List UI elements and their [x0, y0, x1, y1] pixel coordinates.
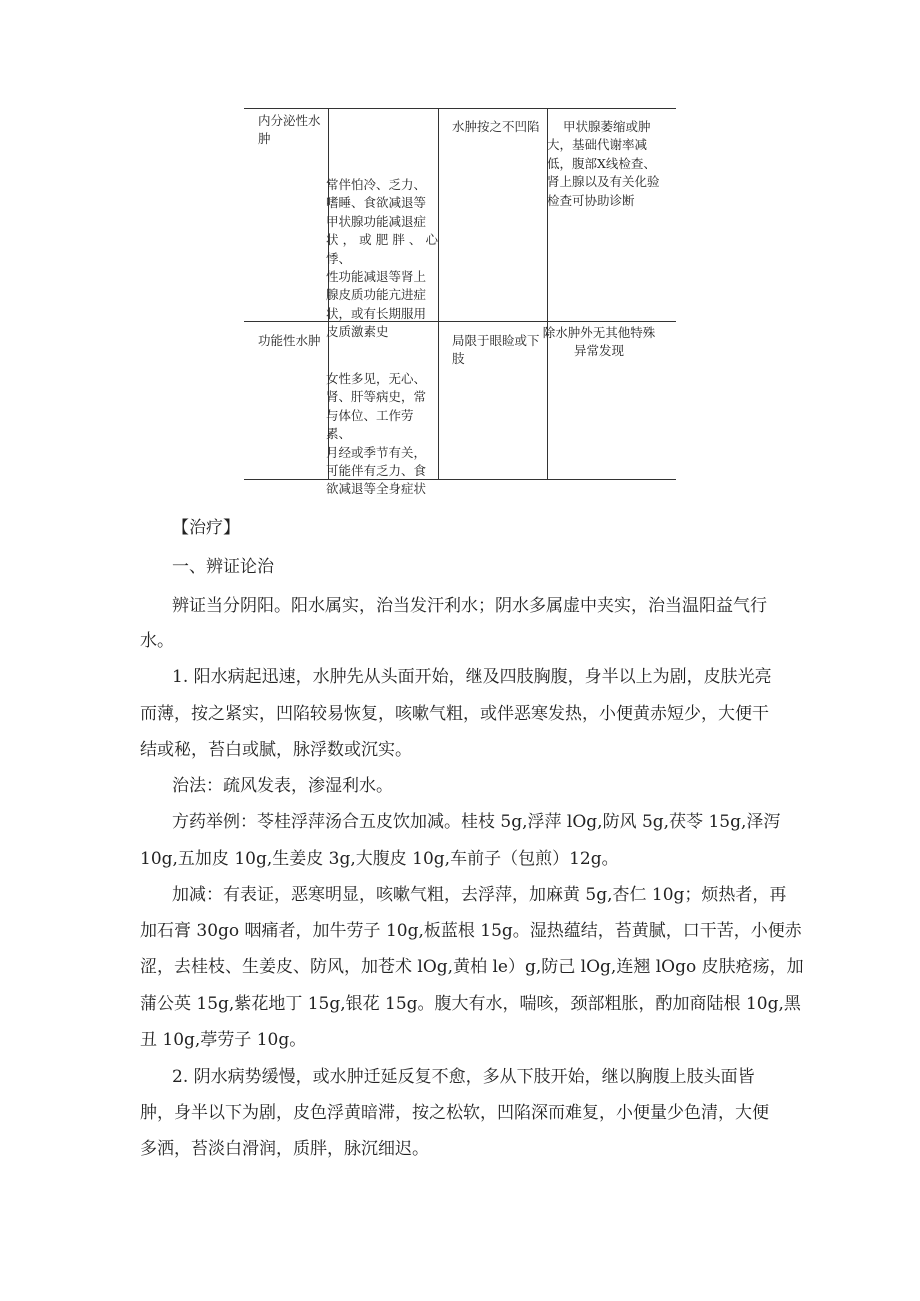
table-cell-findings: 除水肿外无其他特殊 异常发现 — [542, 325, 656, 359]
diagnosis-table — [244, 108, 676, 497]
paragraph-line: 方药举例：苓桂浮萍汤合五皮饮加减。桂枝 5g,浮萍 lOg,防风 5g,茯苓 15g,泽泻 — [172, 812, 781, 832]
paragraph-line: 10g,五加皮 10g,生姜皮 3g,大腹皮 10g,车前子（包煎）12g。 — [140, 849, 619, 869]
table-cell-name: 内分泌性水 肿 — [258, 113, 321, 147]
paragraph-line: 水。 — [140, 631, 174, 651]
table-bottom-border — [244, 479, 676, 480]
table-top-border — [244, 108, 676, 109]
paragraph-line: 肿，身半以下为剧，皮色浮黄暗滞，按之松软，凹陷深而难复，小便量少色清，大便 — [140, 1103, 769, 1123]
paragraph-line: 加石膏 30go 咽痛者，加牛劳子 10g,板蓝根 15g。湿热蕴结，苔黄腻，口干苦，小便赤 — [140, 921, 802, 941]
table-cell-edema: 局限于眼睑或下 肢 — [452, 333, 540, 367]
paragraph-line: 而薄，按之紧实，凹陷较易恢复，咳嗽气粗，或伴恶寒发热，小便黄赤短少，大便干 — [140, 704, 769, 724]
paragraph-line: 蒲公英 15g,紫花地丁 15g,银花 15g。腹大有水，喘咳，颈部粗胀，酌加商陆根 10g,黑 — [140, 994, 801, 1014]
table-cell-history: 女性多见，无心、 肾、肝等病史，常 与体位、工作劳累、 月经或季节有关， 可能伴有乏力、食 欲减退等全身症状 — [326, 371, 427, 497]
table-cell-edema: 水肿按之不凹陷 — [452, 119, 540, 134]
paragraph-line: 多洒，苔淡白滑润，质胖，脉沉细迟。 — [140, 1139, 429, 1159]
table-cell-history: 常伴怕冷、乏力、 嗜睡、食欲减退等 甲状腺功能减退症 状，或肥胖、心悸、 性功能减退等肾上 腺皮质功能亢进症 状，或有长期服用 皮质激素史 — [326, 177, 438, 340]
paragraph-line: 1. 阳水病起迅速，水肿先从头面开始，继及四肢胸腹，身半以上为剧，皮肤光亮 — [172, 667, 772, 687]
subsection-title: 一、辨证论治 — [172, 557, 274, 577]
table-row-divider — [244, 321, 676, 322]
section-title: 【治疗】 — [172, 518, 240, 538]
paragraph-line: 丑 10g,葶劳子 10g。 — [140, 1030, 307, 1050]
table-cell-name: 功能性水肿 — [258, 333, 321, 348]
treatment-method: 治法：疏风发表，渗湿利水。 — [172, 776, 393, 796]
paragraph-line: 加减：有表证，恶寒明显，咳嗽气粗，去浮萍，加麻黄 5g,杏仁 10g；烦热者，再 — [172, 885, 787, 905]
paragraph-line: 辨证当分阴阳。阳水属实，治当发汗利水；阴水多属虚中夹实，治当温阳益气行 — [172, 596, 767, 616]
table-cell-findings: 甲状腺萎缩或肿 大，基础代谢率减 低，腹部X线检查、 肾上腺以及有关化验 检查可协助诊断 — [547, 119, 660, 208]
paragraph-line: 涩，去桂枝、生姜皮、防风，加苍术 lOg,黄柏 le）g,防己 lOg,连翘 lOgo 皮肤疮疡，加 — [140, 957, 804, 977]
paragraph-line: 2. 阴水病势缓慢，或水肿迁延反复不愈，多从下肢开始，继以胸腹上肢头面皆 — [172, 1067, 755, 1087]
paragraph-line: 结或秘，苔白或腻，脉浮数或沉实。 — [140, 740, 412, 760]
table-col-divider — [438, 108, 439, 480]
